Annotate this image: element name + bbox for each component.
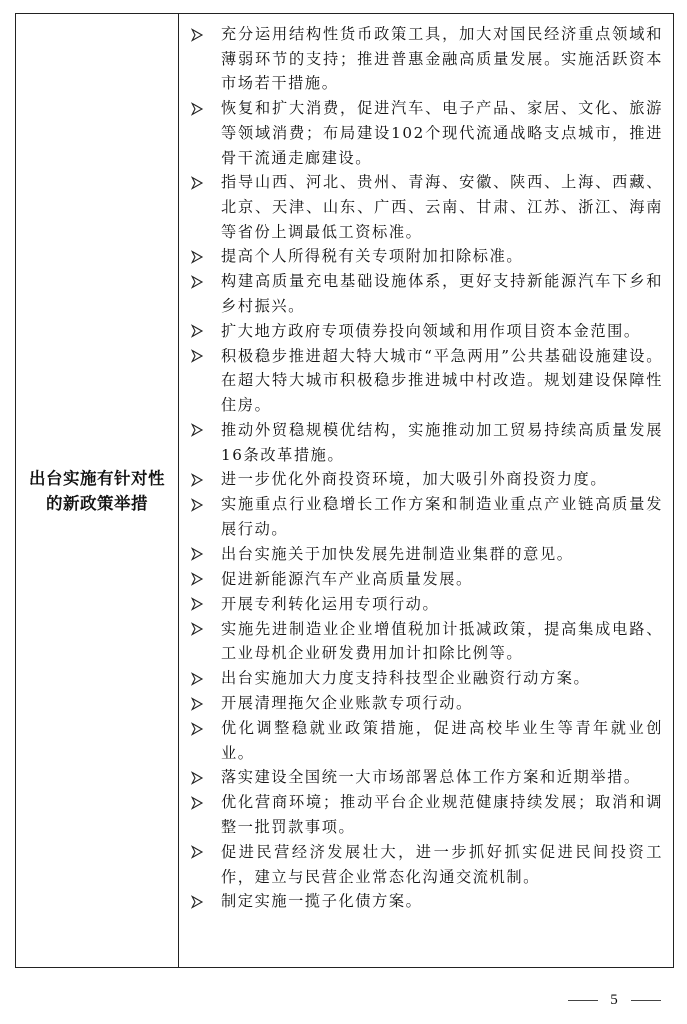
list-item [191, 22, 663, 96]
hollow-right-arrow-icon [191, 492, 221, 517]
measure-text: 指导山西、河北、贵州、青海、安徽、陕西、上海、西藏、北京、天津、山东、广西、云南、甘肃、江苏、浙江、海南等省份上调最低工资标准。 [221, 173, 663, 241]
measures-cell [179, 14, 673, 967]
list-item [191, 467, 663, 492]
hollow-right-arrow-icon [191, 592, 221, 617]
measure-text: 优化营商环境；推动平台企业规范健康持续发展；取消和调整一批罚款事项。 [221, 793, 663, 837]
hollow-right-arrow-icon [191, 467, 221, 492]
measure-text: 积极稳步推进超大特大城市“平急两用”公共基础设施建设。在超大特大城市积极稳步推进城中村改造。规划建设保障性住房。 [221, 346, 663, 415]
measure-text: 实施重点行业稳增长工作方案和制造业重点产业链高质量发展行动。 [221, 495, 663, 538]
list-item [191, 170, 663, 244]
measure-text: 进一步优化外商投资环境，加大吸引外商投资力度。 [221, 470, 608, 489]
footer-dash-right [631, 1000, 661, 1001]
measure-text: 开展专利转化运用专项行动。 [221, 594, 440, 613]
measure-text: 出台实施关于加快发展先进制造业集群的意见。 [221, 544, 574, 563]
hollow-right-arrow-icon [191, 244, 221, 269]
list-item [191, 269, 663, 318]
list-item [191, 617, 663, 666]
hollow-right-arrow-icon [191, 269, 221, 294]
list-item [191, 840, 663, 889]
list-item [191, 418, 663, 467]
list-item [191, 691, 663, 716]
measure-text: 开展清理拖欠企业账款专项行动。 [221, 694, 473, 713]
list-item [191, 244, 663, 269]
hollow-right-arrow-icon [191, 790, 221, 815]
list-item [191, 889, 663, 914]
list-item [191, 567, 663, 592]
measures-list [191, 22, 663, 914]
list-item [191, 492, 663, 541]
hollow-right-arrow-icon [191, 542, 221, 567]
measure-text: 促进新能源汽车产业高质量发展。 [221, 569, 473, 588]
list-item [191, 716, 663, 765]
measure-text: 构建高质量充电基础设施体系，更好支持新能源汽车下乡和乡村振兴。 [221, 272, 663, 316]
hollow-right-arrow-icon [191, 170, 221, 195]
hollow-right-arrow-icon [191, 418, 221, 443]
measure-text: 制定实施一揽子化债方案。 [221, 892, 423, 911]
measure-text: 落实建设全国统一大市场部署总体工作方案和近期举措。 [221, 768, 641, 787]
hollow-right-arrow-icon [191, 22, 221, 47]
hollow-right-arrow-icon [191, 344, 221, 369]
measure-text: 充分运用结构性货币政策工具，加大对国民经济重点领域和薄弱环节的支持；推进普惠金融高质量发展。实施活跃资本市场若干措施。 [221, 25, 663, 93]
measure-text: 优化调整稳就业政策措施，促进高校毕业生等青年就业创业。 [221, 719, 663, 762]
measure-text: 提高个人所得税有关专项附加扣除标准。 [221, 247, 524, 266]
list-item [191, 790, 663, 839]
list-item [191, 344, 663, 418]
hollow-right-arrow-icon [191, 319, 221, 344]
measure-text: 促进民营经济发展壮大，进一步抓好抓实促进民间投资工作，建立与民营企业常态化沟通交流机制。 [221, 842, 663, 886]
category-line: 的新政策举措 [46, 493, 148, 513]
hollow-right-arrow-icon [191, 765, 221, 790]
policy-table [15, 13, 674, 968]
footer-dash-left [568, 1000, 598, 1001]
list-item [191, 666, 663, 691]
hollow-right-arrow-icon [191, 666, 221, 691]
list-item [191, 765, 663, 790]
hollow-right-arrow-icon [191, 617, 221, 642]
hollow-right-arrow-icon [191, 96, 221, 121]
list-item [191, 542, 663, 567]
measure-text: 出台实施加大力度支持科技型企业融资行动方案。 [221, 669, 591, 688]
category-line: 出台实施有针对性 [29, 468, 165, 488]
category-cell [16, 14, 179, 967]
page-number: 5 [610, 992, 618, 1008]
measure-text: 扩大地方政府专项债券投向领域和用作项目资本金范围。 [221, 321, 641, 340]
measure-text: 实施先进制造业企业增值税加计抵减政策，提高集成电路、工业母机企业研发费用加计扣除比例等。 [221, 619, 663, 663]
list-item [191, 319, 663, 344]
hollow-right-arrow-icon [191, 567, 221, 592]
hollow-right-arrow-icon [191, 716, 221, 741]
list-item [191, 96, 663, 170]
category-label [29, 466, 165, 516]
list-item [191, 592, 663, 617]
hollow-right-arrow-icon [191, 691, 221, 716]
hollow-right-arrow-icon [191, 840, 221, 865]
page-footer [0, 990, 687, 1010]
measure-text: 恢复和扩大消费，促进汽车、电子产品、家居、文化、旅游等领域消费；布局建设102个现代流通战略支点城市，推进骨干流通走廊建设。 [221, 99, 663, 167]
hollow-right-arrow-icon [191, 889, 221, 914]
measure-text: 推动外贸稳规模优结构，实施推动加工贸易持续高质量发展16条改革措施。 [221, 420, 663, 464]
